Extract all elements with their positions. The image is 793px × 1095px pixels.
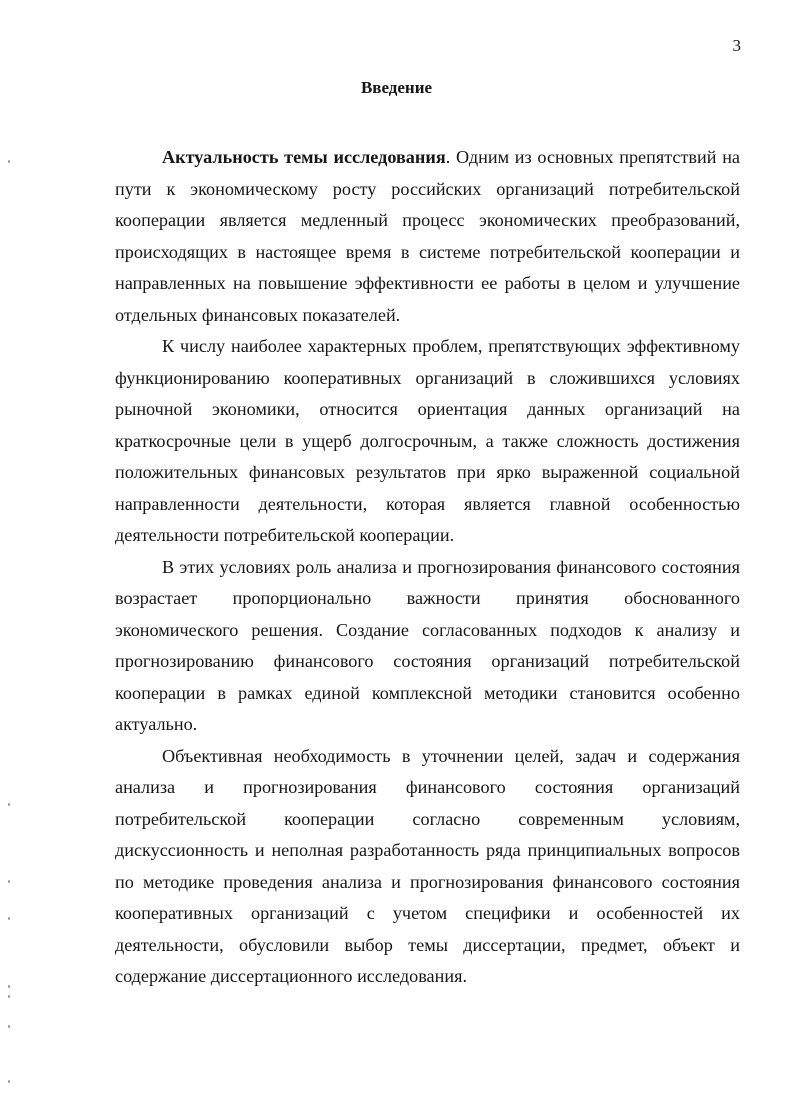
body-text xyxy=(115,142,740,993)
paragraph-lead: Актуальность темы исследования xyxy=(162,147,446,167)
scan-speck xyxy=(8,1025,10,1028)
paragraph-text: Объективная необходимость в уточнении целей, задач и содержания анализа и прогнозирования финансового состояния организаций потребительской кооперации согласно современным условиям, дискуссионность и неполная разработанность ряда принципиальных вопросов по методике проведения анализа и прогнозирования финансового состояния кооперативных организаций с учетом специфики и особенностей их деятельности, обусловили выбор темы диссертации, предмет, объект и содержание диссертационного исследования. xyxy=(115,745,740,986)
scan-speck xyxy=(8,1080,10,1083)
page-number: 3 xyxy=(732,36,741,55)
scan-speck xyxy=(8,803,10,806)
scan-speck xyxy=(8,995,10,998)
paragraph-text: . Одним из основных препятствий на пути к экономическому росту российских организаций потребительской кооперации является медленный процесс экономических преобразований, происходящих в настоящее время в системе потребительской кооперации и направленных на повышение эффективности ее работы в целом и улучшение отдельных финансовых показателей. xyxy=(115,147,740,325)
scan-speck xyxy=(8,917,10,920)
section-heading: Введение xyxy=(360,78,433,97)
paragraph-relevance xyxy=(115,142,740,331)
paragraph-text: К числу наиболее характерных проблем, препятствующих эффективному функционированию кооперативных организаций в сложившихся условиях рыночной экономики, относится ориентация данных организаций на краткосрочные цели в ущерб долгосрочным, а также сложность достижения положительных финансовых результатов при ярко выраженной социальной направленности деятельности, которая является главной особенностью деятельности потребительской кооперации. xyxy=(115,336,740,545)
paragraph-necessity xyxy=(115,741,740,993)
scan-speck xyxy=(8,160,10,163)
scan-speck xyxy=(8,880,10,883)
paragraph-problems xyxy=(115,331,740,552)
paragraph-text: В этих условиях роль анализа и прогнозирования финансового состояния возрастает пропорционально важности принятия обоснованного экономического решения. Создание согласованных подходов к анализу и прогнозированию финансового состояния организаций потребительской кооперации в рамках единой комплексной методики становится особенно актуально. xyxy=(115,556,740,734)
scan-speck xyxy=(8,985,10,988)
paragraph-analysis-role xyxy=(115,552,740,741)
